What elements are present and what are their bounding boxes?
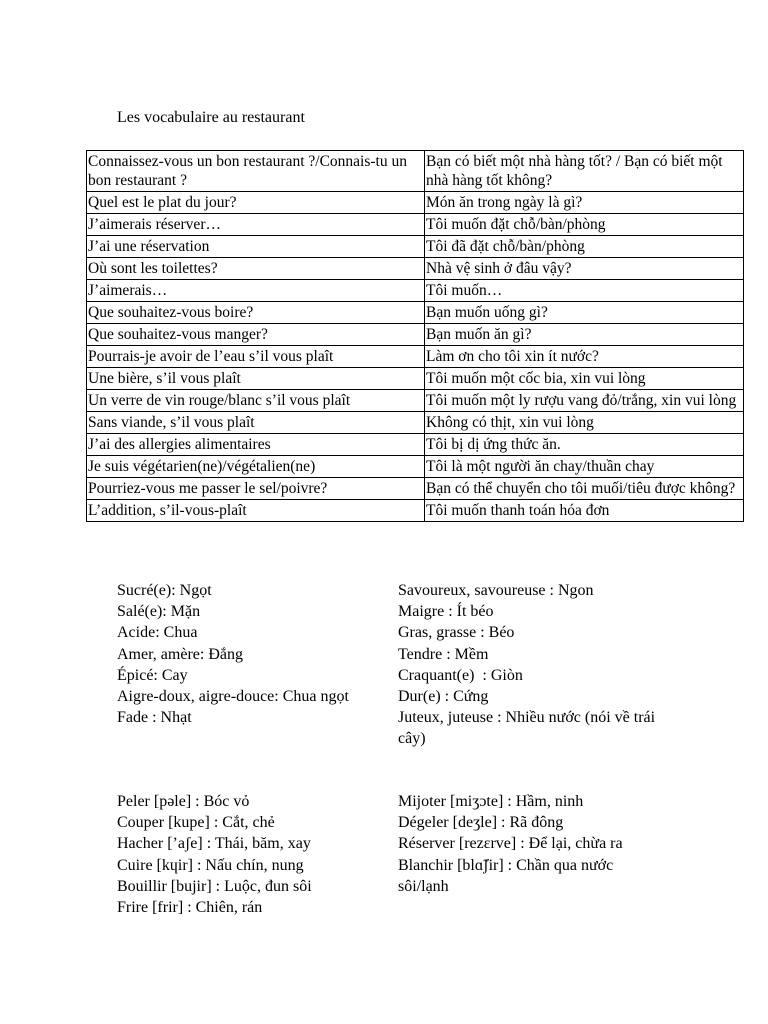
list-item: Craquant(e) : Giòn [398,666,523,684]
table-row [87,302,744,324]
table-row [87,390,744,412]
list-item: Savoureux, savoureuse : Ngon [398,582,594,599]
vietnamese-cell: Tôi đã đặt chỗ/bàn/phòng [425,236,744,258]
list-item: Mijoter [miʒɔte] : Hầm, ninh [398,793,584,810]
vietnamese-cell: Bạn có thể chuyển cho tôi muối/tiêu được không? [425,478,744,500]
french-cell: J’ai une réservation [87,236,425,258]
french-cell: J’ai des allergies alimentaires [87,434,425,456]
french-cell: L’addition, s’il-vous-plaît [87,500,425,522]
table-row [87,412,744,434]
list-item: Sucré(e): Ngọt [117,582,212,599]
list-item: Dégeler [deʒle] : Rã đông [398,814,564,832]
french-cell: Que souhaitez-vous manger? [87,324,425,346]
french-cell: J’aimerais… [87,280,425,302]
list-item: Gras, grasse : Béo [398,624,515,642]
vietnamese-cell: Tôi muốn… [425,280,744,302]
list-item: Frire [frir] : Chiên, rán [117,899,263,917]
list-item: Juteux, juteuse : Nhiều nước (nói về trái cây) [398,709,660,748]
table-row [87,368,744,390]
french-cell: J’aimerais réserver… [87,214,425,236]
vietnamese-cell: Bạn muốn uống gì? [425,302,744,324]
vietnamese-cell: Tôi muốn đặt chỗ/bàn/phòng [425,214,744,236]
list-item: Cuire [kɥir] : Nấu chín, nung [117,856,304,874]
cooking-list-left [117,791,377,918]
list-item: Dur(e) : Cứng [398,688,489,706]
vietnamese-cell: Tôi muốn một ly rượu vang đỏ/trắng, xin vui lòng [425,390,744,412]
taste-list-right [398,580,658,750]
french-cell: Quel est le plat du jour? [87,192,425,214]
table-row [87,258,744,280]
vietnamese-cell: Không có thịt, xin vui lòng [425,412,744,434]
list-item: Acide: Chua [117,624,198,642]
french-cell: Sans viande, s’il vous plaît [87,412,425,434]
list-item: Fade : Nhạt [117,709,192,727]
table-row [87,214,744,236]
table-row [87,280,744,302]
table-row [87,456,744,478]
french-cell: Je suis végétarien(ne)/végétalien(ne) [87,456,425,478]
vietnamese-cell: Tôi muốn thanh toán hóa đơn [425,500,744,522]
vietnamese-cell: Món ăn trong ngày là gì? [425,192,744,214]
vietnamese-cell: Bạn muốn ăn gì? [425,324,744,346]
table-row [87,151,744,192]
page-title: Les vocabulaire au restaurant [117,109,305,126]
list-item: Maigre : Ít béo [398,603,494,621]
list-item: Épicé: Cay [117,666,188,684]
list-item: Bouillir [bujir] : Luộc, đun sôi [117,877,312,895]
table-row [87,478,744,500]
table-row [87,236,744,258]
french-cell: Pourrais-je avoir de l’eau s’il vous plaît [87,346,425,368]
vietnamese-cell: Làm ơn cho tôi xin ít nước? [425,346,744,368]
french-cell: Une bière, s’il vous plaît [87,368,425,390]
vietnamese-cell: Tôi là một người ăn chay/thuần chay [425,456,744,478]
french-cell: Connaissez-vous un bon restaurant ?/Connais-tu un bon restaurant ? [87,151,425,192]
french-cell: Où sont les toilettes? [87,258,425,280]
table-row [87,324,744,346]
vietnamese-cell: Bạn có biết một nhà hàng tốt? / Bạn có biết một nhà hàng tốt không? [425,151,744,192]
table-row [87,346,744,368]
vietnamese-cell: Nhà vệ sinh ở đâu vậy? [425,258,744,280]
list-item: Salé(e): Mặn [117,603,201,621]
list-item: Tendre : Mềm [398,645,489,663]
phrase-table [86,150,744,522]
table-row [87,434,744,456]
list-item: Réserver [rezɛrve] : Để lại, chừa ra [398,835,623,853]
vietnamese-cell: Tôi muốn một cốc bia, xin vui lòng [425,368,744,390]
list-item: Blanchir [blɑ̃ʃir] : Chần qua nước sôi/lạnh [398,856,618,895]
cooking-list-right [398,791,658,897]
list-item: Amer, amère: Đắng [117,645,243,663]
french-cell: Un verre de vin rouge/blanc s’il vous plaît [87,390,425,412]
list-item: Peler [pəle] : Bóc vỏ [117,793,250,810]
list-item: Couper [kupe] : Cắt, chẻ [117,814,275,832]
french-cell: Pourriez-vous me passer le sel/poivre? [87,478,425,500]
list-item: Aigre-doux, aigre-douce: Chua ngọt [117,688,349,706]
taste-list-left [117,580,377,728]
table-row [87,500,744,522]
french-cell: Que souhaitez-vous boire? [87,302,425,324]
list-item: Hacher [’aʃe] : Thái, băm, xay [117,835,311,853]
vietnamese-cell: Tôi bị dị ứng thức ăn. [425,434,744,456]
table-row [87,192,744,214]
